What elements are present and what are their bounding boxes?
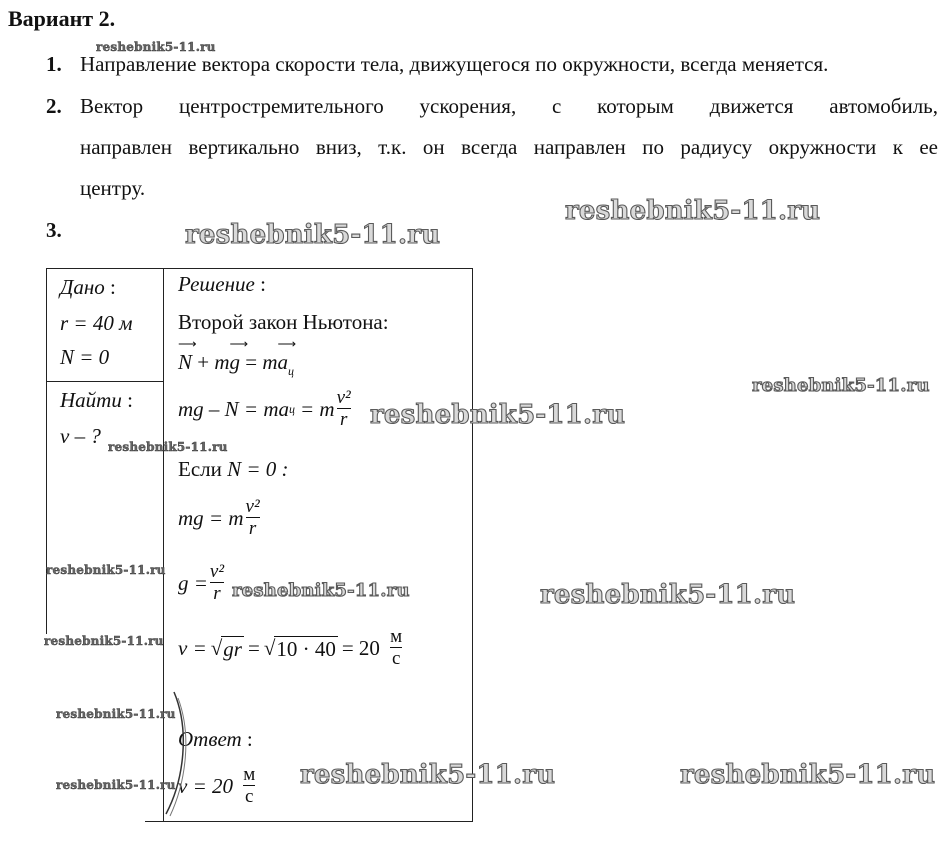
watermark: reshebnik5-11.ru: [44, 634, 164, 648]
word: которым: [597, 94, 674, 118]
item-2-line-1: [80, 94, 938, 119]
word: автомобиль,: [829, 94, 938, 118]
watermark: reshebnik5-11.ru: [370, 400, 626, 430]
item-2-line-2: [80, 135, 938, 160]
watermark: reshebnik5-11.ru: [185, 220, 441, 250]
watermark: reshebnik5-11.ru: [96, 40, 216, 54]
word: он: [422, 135, 445, 159]
answer-value: v = 20 $\frac{м}{с}$: [178, 764, 256, 807]
equation-g: g = $\frac{\text{v²}}{r}$: [178, 561, 225, 604]
item-1-text: Направление вектора скорости тела, движущегося по окружности, всегда меняется.: [80, 52, 829, 76]
watermark: reshebnik5-11.ru: [565, 196, 821, 226]
word: направлен: [533, 135, 626, 159]
given-normal-force: N = 0: [60, 345, 110, 369]
solution-label: Решение :: [178, 272, 266, 296]
given-label: Дано :: [60, 275, 116, 299]
watermark: reshebnik5-11.ru: [680, 760, 936, 790]
equation-projection: mg – N = ma ц = m $\frac{\text{v²}}{r}$: [178, 387, 351, 430]
newton-law-heading: Второй закон Ньютона:: [178, 310, 389, 334]
item-2-number: 2.: [46, 94, 62, 118]
word: всегда: [461, 135, 518, 159]
equation-mg: mg = m $\frac{\text{v²}}{r}$: [178, 496, 260, 539]
word: окружности: [768, 135, 877, 159]
word: по: [642, 135, 664, 159]
watermark: reshebnik5-11.ru: [56, 778, 176, 792]
word: к: [892, 135, 903, 159]
equation-vector-sum: ⟶ N + m⟶ g = m⟶ $a_ц$: [178, 350, 294, 379]
given-radius: r = 40 м: [60, 311, 133, 335]
word: радиусу: [680, 135, 753, 159]
watermark: reshebnik5-11.ru: [46, 563, 166, 577]
item-1-number: 1.: [46, 52, 62, 76]
page-title: Вариант 2.: [8, 6, 116, 31]
word: вниз,: [315, 135, 362, 159]
condition-line: Если N = 0 :: [178, 457, 289, 481]
word: ускорения,: [419, 94, 517, 118]
find-value: v – ?: [60, 424, 101, 448]
word: с: [552, 94, 562, 118]
word: т.к.: [378, 135, 407, 159]
item-3-number: 3.: [46, 218, 62, 242]
watermark: reshebnik5-11.ru: [56, 707, 176, 721]
fraction-v2-over-r: $\frac{\text{v²}}{r}$: [336, 387, 351, 430]
watermark: reshebnik5-11.ru: [232, 580, 410, 601]
word: направлен: [80, 135, 173, 159]
watermark: reshebnik5-11.ru: [300, 760, 556, 790]
word: Вектор: [80, 94, 144, 118]
word: центростремительного: [178, 94, 384, 118]
equation-velocity: v = √ gr = √ 10 · 40 = 20 $\frac{м}{с}$: [178, 626, 403, 669]
find-label: Найти :: [60, 388, 133, 412]
watermark: reshebnik5-11.ru: [540, 580, 796, 610]
word: ее: [919, 135, 938, 159]
watermark: reshebnik5-11.ru: [752, 375, 930, 396]
answer-label: Ответ :: [178, 727, 253, 751]
item-2-line-3: центру.: [80, 176, 146, 200]
word: движется: [709, 94, 794, 118]
watermark: reshebnik5-11.ru: [108, 440, 228, 454]
word: вертикально: [188, 135, 300, 159]
